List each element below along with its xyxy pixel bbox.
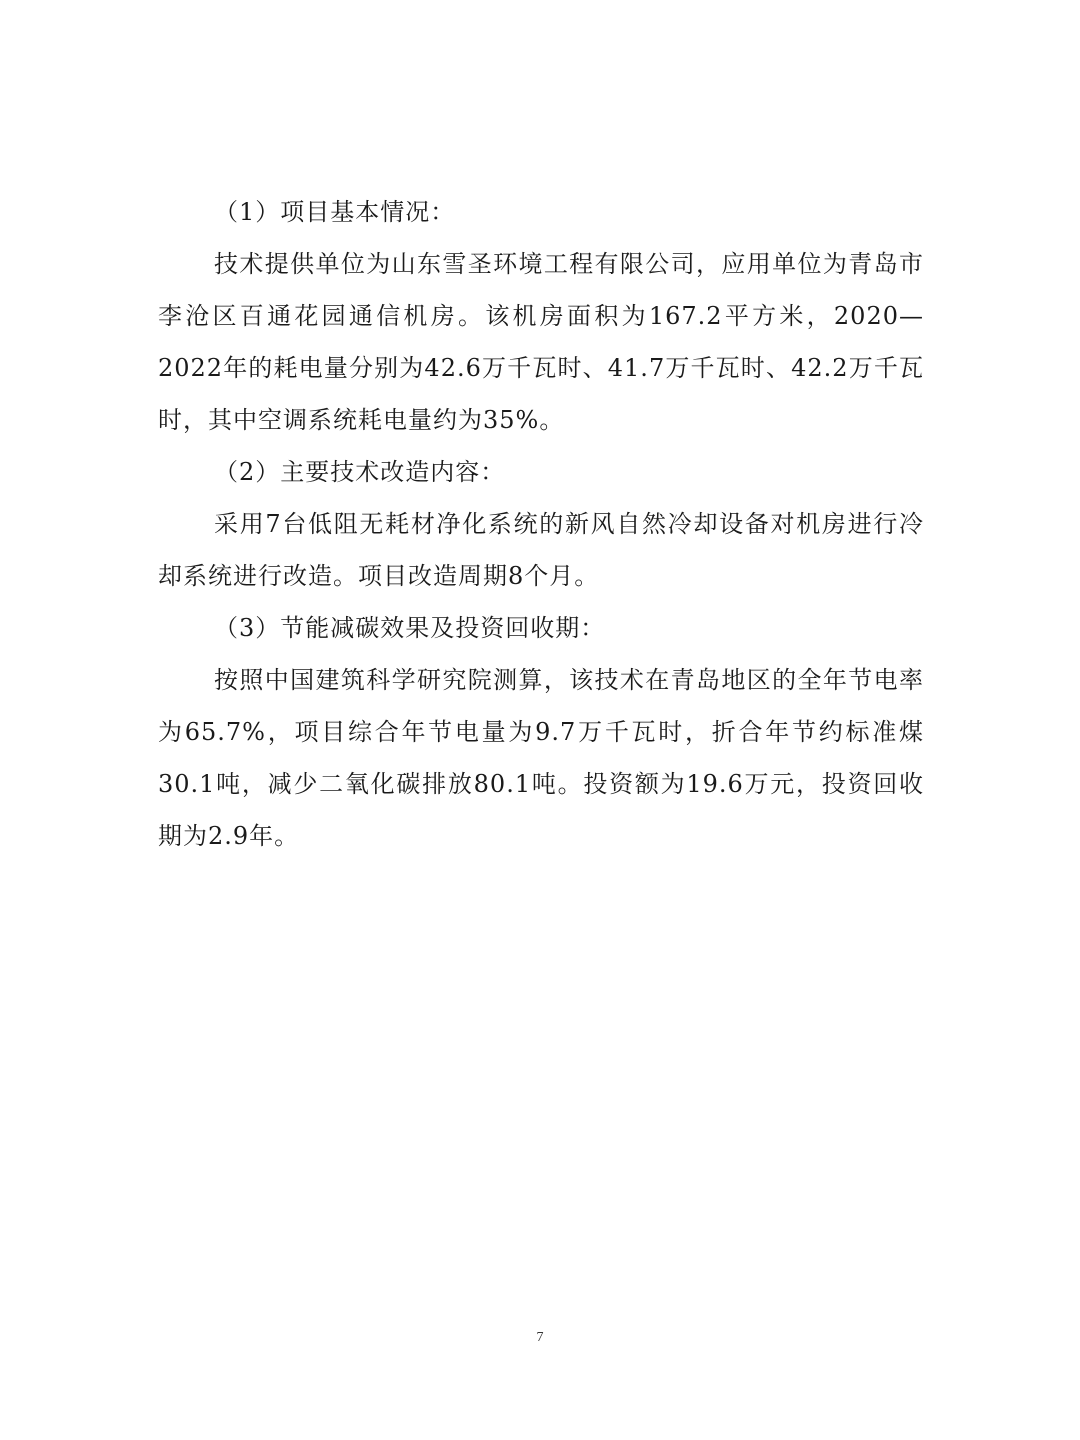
section-heading-3: （3）节能减碳效果及投资回收期：: [214, 614, 606, 642]
section-paragraph-1: 技术提供单位为山东雪圣环境工程有限公司，应用单位为青岛市李沧区百通花园通信机房。该机房面积为167.2平方米，2020—2022年的耗电量分别为42.6万千瓦时、41.7万千瓦时、42.2万千瓦时，其中空调系统耗电量约为35%。: [158, 250, 924, 434]
page-number: 7: [536, 1330, 544, 1345]
section-heading-2: （2）主要技术改造内容：: [214, 458, 506, 486]
section-heading-1: （1）项目基本情况：: [214, 198, 456, 226]
section-paragraph-2: 采用7台低阻无耗材净化系统的新风自然冷却设备对机房进行冷却系统进行改造。项目改造周期8个月。: [158, 510, 924, 590]
section-paragraph-3: 按照中国建筑科学研究院测算，该技术在青岛地区的全年节电率为65.7%，项目综合年节电量为9.7万千瓦时，折合年节约标准煤30.1吨，减少二氧化碳排放80.1吨。投资额为19.6万元，投资回收期为2.9年。: [158, 666, 924, 850]
document-body: [158, 186, 924, 862]
